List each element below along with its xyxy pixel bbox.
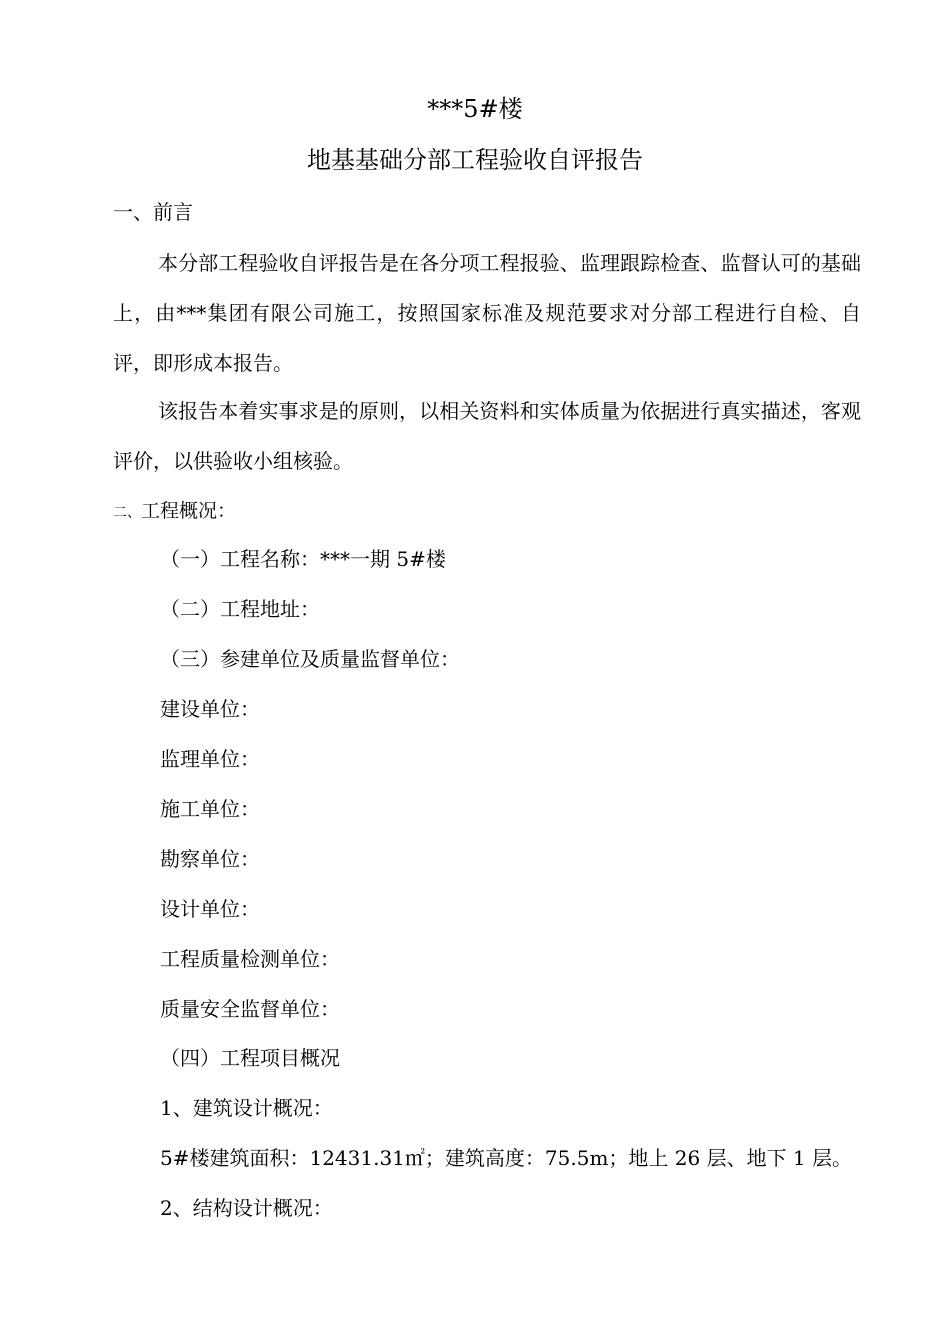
unit-survey: 勘察单位： bbox=[160, 847, 260, 871]
item-project-address: （二）工程地址： bbox=[160, 597, 320, 621]
sub-architecture-details: 5#楼建筑面积：12431.31㎡；建筑高度：75.5m；地上 26 层、地下 1 层。 bbox=[160, 1146, 853, 1170]
unit-supervision: 监理单位： bbox=[160, 747, 260, 771]
section-number: 二、 bbox=[113, 505, 141, 521]
unit-safety-supervision: 质量安全监督单位： bbox=[160, 997, 340, 1021]
unit-quality-testing: 工程质量检测单位： bbox=[160, 947, 340, 971]
unit-client: 建设单位： bbox=[160, 697, 260, 721]
unit-design: 设计单位： bbox=[160, 897, 260, 921]
paragraph-preface-2: 该报告本着实事求是的原则，以相关资料和实体质量为依据进行真实描述，客观评价，以供验收小组核验。 bbox=[113, 399, 861, 473]
document-title-building: ***5#楼 bbox=[427, 95, 523, 123]
section-heading-text: 工程概况： bbox=[141, 500, 237, 522]
item-participating-units: （三）参建单位及质量监督单位： bbox=[160, 647, 460, 671]
sub-structure-heading: 2、结构设计概况： bbox=[160, 1196, 333, 1220]
item-project-name: （一）工程名称：***一期 5#楼 bbox=[160, 547, 446, 571]
section-heading-overview bbox=[113, 498, 236, 526]
document-title-report: 地基基础分部工程验收自评报告 bbox=[307, 146, 643, 174]
unit-construction: 施工单位： bbox=[160, 797, 260, 821]
item-project-overview: （四）工程项目概况 bbox=[160, 1046, 340, 1070]
paragraph-preface-1: 本分部工程验收自评报告是在各分项工程报验、监理跟踪检查、监督认可的基础上，由***集团有限公司施工，按照国家标准及规范要求对分部工程进行自检、自评，即形成本报告。 bbox=[113, 251, 861, 375]
section-heading-preface: 一、前言 bbox=[113, 200, 193, 224]
sub-architecture-heading: 1、建筑设计概况： bbox=[160, 1096, 333, 1120]
